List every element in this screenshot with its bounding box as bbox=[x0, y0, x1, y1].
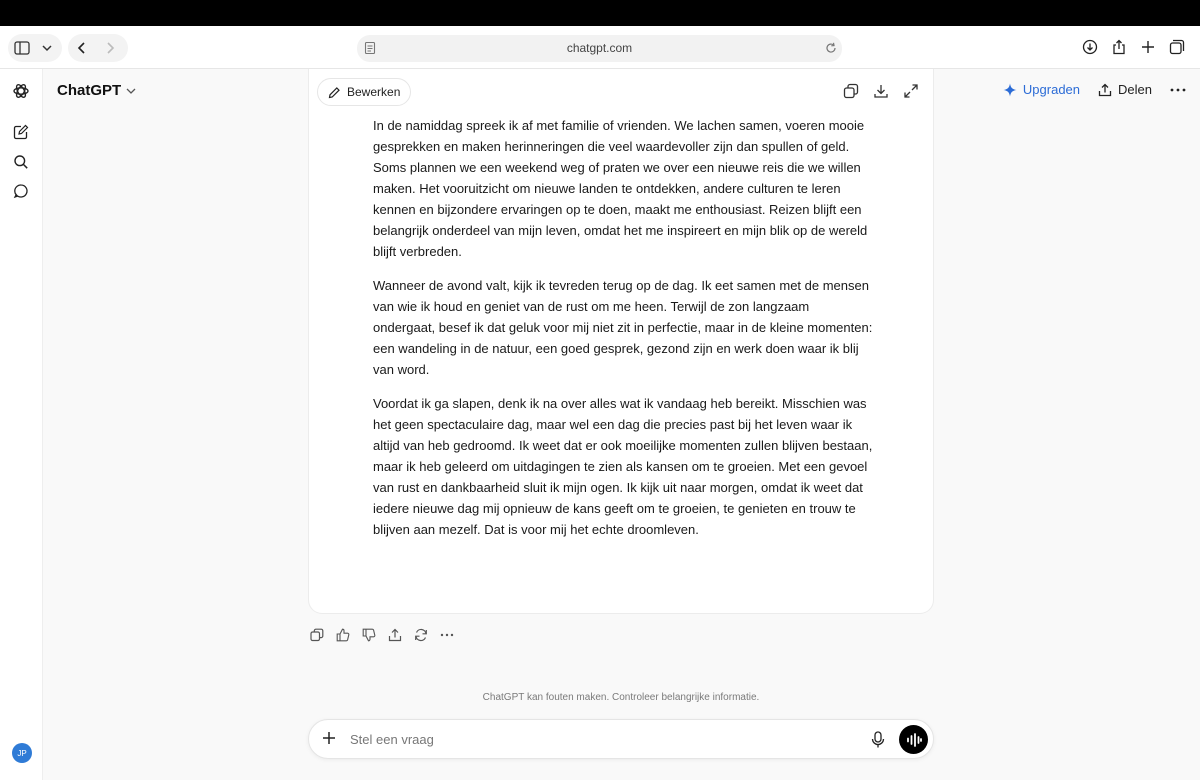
regenerate-icon[interactable] bbox=[412, 626, 430, 644]
main-area bbox=[43, 69, 1200, 780]
sparkle-icon bbox=[1003, 83, 1017, 97]
copy-icon[interactable] bbox=[308, 626, 326, 644]
chevron-down-icon[interactable] bbox=[36, 34, 58, 62]
document-paragraph: In de namiddag spreek ik af met familie of vrienden. We lachen samen, voeren mooie gesprekken en maken herinneringen die veel waardevoller zijn dan spullen of geld. Soms plannen we een weekend weg of praten we over een nieuwe reis die we willen maken. Het vooruitzicht om nieuwe landen te ontdekken, andere culturen te leren kennen en bijzondere ervaringen op te doen, maakt me enthousiast. Reizen blijft een belangrijk onderdeel van mijn leven, omdat het me inspireert en mijn blik op de wereld blijft verbreden. bbox=[373, 118, 868, 259]
download-icon[interactable] bbox=[1079, 36, 1101, 58]
chats-icon[interactable] bbox=[11, 181, 31, 201]
thumbs-down-icon[interactable] bbox=[360, 626, 378, 644]
share-icon[interactable] bbox=[386, 626, 404, 644]
thumbs-up-icon[interactable] bbox=[334, 626, 352, 644]
edit-label: Bewerken bbox=[347, 85, 401, 99]
reload-icon[interactable] bbox=[824, 41, 838, 55]
disclaimer-text: ChatGPT kan fouten maken. Controleer belangrijke informatie. bbox=[482, 692, 760, 703]
chevron-down-icon bbox=[126, 87, 136, 95]
sidebar-toggle-icon[interactable] bbox=[8, 34, 36, 62]
copy-icon[interactable] bbox=[843, 83, 859, 99]
document-body[interactable] bbox=[373, 115, 873, 553]
new-chat-icon[interactable] bbox=[11, 122, 31, 142]
browser-toolbar bbox=[0, 26, 1200, 69]
pencil-icon bbox=[328, 86, 341, 99]
forward-icon[interactable] bbox=[96, 34, 124, 62]
more-options-icon[interactable] bbox=[1170, 88, 1186, 92]
more-options-icon[interactable] bbox=[438, 626, 456, 644]
new-tab-icon[interactable] bbox=[1137, 36, 1159, 58]
prompt-input[interactable]: Stel een vraag bbox=[350, 732, 434, 747]
upgrade-label: Upgraden bbox=[1022, 82, 1081, 97]
share-icon bbox=[1098, 83, 1112, 97]
page-title: ChatGPT bbox=[57, 82, 122, 99]
expand-icon[interactable] bbox=[903, 83, 919, 99]
document-paragraph: Voordat ik ga slapen, denk ik na over alles wat ik vandaag heb bereikt. Misschien was het geen spectaculaire dag, maar wel een dag die precies past bij het leven waar ik altijd van heb gedroomd. Ik weet dat er ook moeilijke momenten zullen blijven bestaan, maar ik heb geleerd om uitdagingen te zien als kansen om te groeien. Met een gevoel van rust en dankbaarheid sluit ik mijn ogen. Ik kijk uit naar morgen, omdat ik weet dat iedere nieuwe dag mij opnieuw de kans geeft om te groeien, te genieten en trouw te blijven aan mezelf. Dat is voor mij het echte droomleven. bbox=[373, 396, 873, 537]
canvas-panel bbox=[308, 69, 934, 614]
document-paragraph: Wanneer de avond valt, kijk ik tevreden terug op de dag. Ik eet samen met de mensen van wie ik houd en geniet van de rust om me heen. Terwijl de zon langzaam ondergaat, besef ik dat geluk voor mij niet zit in perfectie, maar in de kleine momenten: een wandeling in de natuur, een goed gesprek, gezond zijn en werk doen waar ik blij van word. bbox=[373, 278, 873, 377]
back-icon[interactable] bbox=[68, 34, 96, 62]
sidebar-rail bbox=[0, 69, 43, 780]
model-selector[interactable] bbox=[57, 82, 136, 99]
chat-composer[interactable] bbox=[308, 719, 934, 759]
sidebar-toggle-group[interactable] bbox=[8, 34, 62, 62]
share-label: Delen bbox=[1118, 82, 1152, 97]
avatar[interactable]: JP bbox=[12, 743, 32, 763]
download-icon[interactable] bbox=[873, 83, 889, 99]
url-text: chatgpt.com bbox=[566, 41, 633, 55]
canvas-toolbar bbox=[843, 83, 919, 99]
upgrade-button[interactable] bbox=[1003, 82, 1080, 97]
edit-button[interactable] bbox=[317, 78, 411, 106]
waveform-icon bbox=[906, 733, 922, 747]
voice-mode-button[interactable] bbox=[899, 725, 928, 754]
microphone-icon[interactable] bbox=[871, 731, 885, 749]
add-attachment-icon[interactable] bbox=[321, 730, 337, 746]
share-icon[interactable] bbox=[1108, 36, 1130, 58]
browser-actions bbox=[1079, 36, 1188, 58]
address-bar[interactable] bbox=[357, 35, 842, 62]
header-actions bbox=[1003, 82, 1186, 97]
tabs-overview-icon[interactable] bbox=[1166, 36, 1188, 58]
system-status-bar bbox=[0, 0, 1200, 26]
search-icon[interactable] bbox=[11, 152, 31, 172]
openai-logo-icon[interactable] bbox=[11, 81, 31, 101]
navigation-group bbox=[68, 34, 128, 62]
share-button[interactable] bbox=[1098, 82, 1152, 97]
message-actions bbox=[308, 626, 456, 644]
